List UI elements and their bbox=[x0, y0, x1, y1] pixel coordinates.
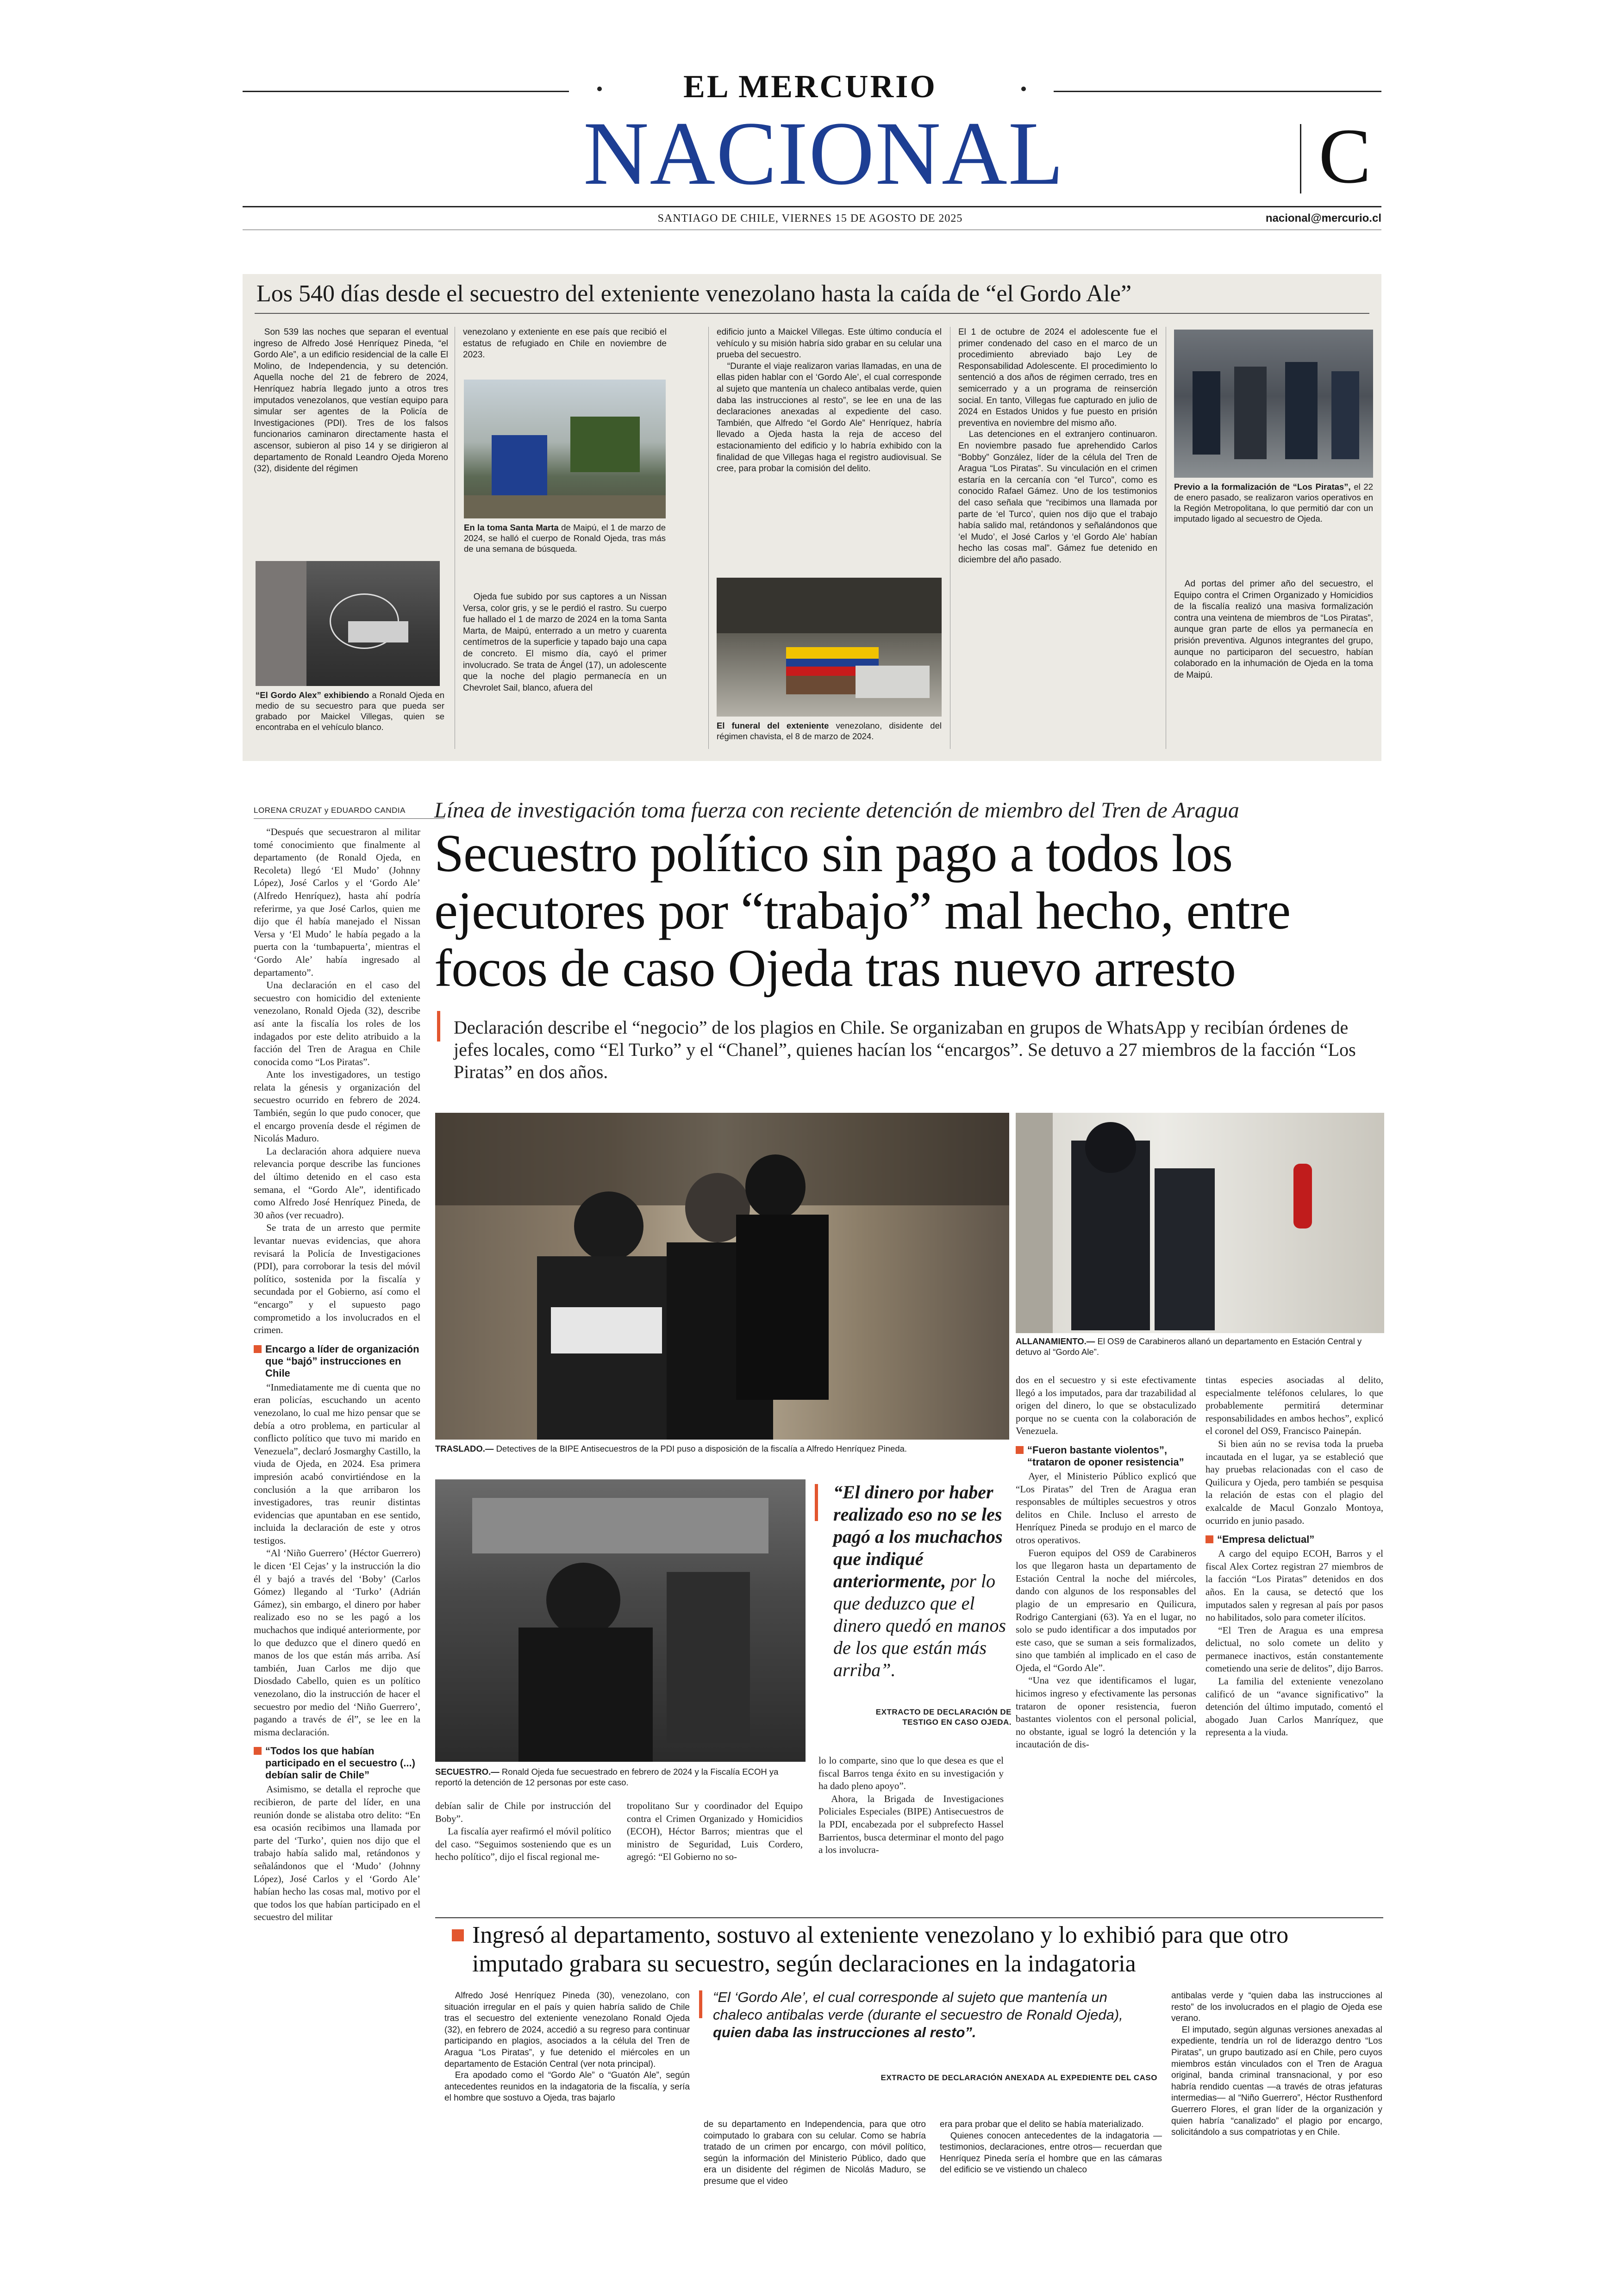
mid-col-3-text: lo lo comparte, sino que lo que desea es que el fiscal Barros tenga éxito en su investigación y ha dado pleno apoyo”. bbox=[818, 1755, 1004, 1792]
photo-allanamiento bbox=[1016, 1113, 1384, 1333]
masthead-dot-left bbox=[597, 87, 602, 91]
timeline-caption-1-text: a Ronald Ojeda en medio de su secuestro para que pueda ser grabado por Maickel Villegas, quien se encontraba en el vehículo blanco. bbox=[256, 690, 445, 732]
masthead-top-rule bbox=[243, 91, 569, 92]
box-quote-source: EXTRACTO DE DECLARACIÓN ANEXADA AL EXPEDIENTE DEL CASO bbox=[881, 2073, 1157, 2082]
photo-operativo-piratas bbox=[1174, 330, 1373, 478]
photo-secuestro-cctv-main bbox=[435, 1479, 806, 1762]
box-quote-text: “El ‘Gordo Ale’, el cual corresponde al sujeto que mantenía un chaleco antibalas verde (durante el secuestro de Ronald Ojeda), bbox=[713, 1989, 1123, 2023]
timeline-col-2-text: venezolano y exteniente en ese país que recibió el estatus de refugiado en Chile en noviembre de 2023. bbox=[463, 327, 667, 360]
left-p2: Una declaración en el caso del secuestro con homicidio del exteniente venezolano, Ronald Ojeda (32), describe así ante la fiscalía los roles de los indagados por este delito atribuido a la facción del Tren de Aragua en Chile conocida como “Los Piratas”. bbox=[254, 979, 420, 1067]
box-col-3 bbox=[940, 2119, 1162, 2231]
timeline-col-2b-text: Ojeda fue subido por sus captores a un Nissan Versa, color gris, y se le perdió el rastro. Su cuerpo fue hallado el 1 de marzo de 2024 en la toma Santa Marta, de Maipú, enterrado a un metro y cuarenta centímetros de la superficie y tapado bajo una capa de concreto. El mismo día, cayó el primer involucrado. Se trata de Ángel (17), un adolescente que la noche del plagio permanecía en un Chevrolet Sail, blanco, afuera del bbox=[463, 592, 667, 693]
right-col-1-p3: Fueron equipos del OS9 de Carabineros los que llegaron hasta un departamento de Estación Central la noche del miércoles, dando con algunos de los responsables del plagio de un empresario en Quilicura, Rodrigo Cantergiani (63). Ya en el lugar, no solo se pudo identificar a dos imputados por este caso, que se suman a seis formalizados, sino que también al implicado en el caso de Ojeda, el “Gordo Ale”. bbox=[1016, 1547, 1196, 1673]
caption-secuestro bbox=[435, 1766, 806, 1792]
timeline-col-5-text: Ad portas del primer año del secuestro, el Equipo contra el Crimen Organizado y Homicidios de la fiscalía realizó una masiva formalización contra una veintena de miembros de “Los Piratas”, aunque gran parte de ellos ya permanecía en prisión preventiva. Algunos integrantes del grupo, aunque no participaron del secuestro, habían colaborado en la inhumación de Ojeda en la toma de Maipú. bbox=[1174, 579, 1373, 680]
left-subhead-1-text: Encargo a líder de organización que “bajó” instrucciones en Chile bbox=[265, 1343, 419, 1379]
box-col-1b-text: Era apodado como el “Gordo Ale” o “Guatón Ale”, según antecedentes reunidos en la indagatoria de la fiscalía, y sería el hombre que sostuvo a Ojeda, tras bajarlo bbox=[444, 2070, 690, 2103]
timeline-caption-1 bbox=[256, 690, 444, 750]
timeline-col-3b-text: “Durante el viaje realizaron varias llamadas, en una de ellas piden hablar con el ‘Gordo Ale’, el cual corresponde al sujeto que mantenía un chaleco antibalas verde, quien daba las instrucciones al resto”, se lee en una de las declaraciones anexadas al expediente del caso. También, que Alfredo “el Gordo Ale” Henríquez, habría llevado a Ojeda hasta la reja de acceso del estacionamiento del edificio y lo habría exhibido con la finalidad de que Villegas haga el registro audiovisual. Se cree, para probar la comisión del delito. bbox=[717, 361, 942, 474]
left-subhead-2 bbox=[254, 1745, 420, 1781]
right-subhead-1 bbox=[1016, 1444, 1196, 1468]
timeline-col-1 bbox=[254, 327, 448, 512]
section-letter-divider bbox=[1300, 124, 1301, 193]
timeline-caption-5-lead: Previo a la formalización de “Los Piratas”, bbox=[1174, 482, 1351, 492]
box-col-2-text: de su departamento en Independencia, para que otro coimputado lo grabara con su celular. Como se habría tratado de un crimen por encargo, con móvil político, según la información del Ministerio Público, dado que era un disidente del régimen de Nicolás Maduro, se presume que el video bbox=[704, 2120, 926, 2186]
byline-rule bbox=[254, 818, 444, 819]
right-col-1 bbox=[1016, 1374, 1196, 1915]
box-col-4b-text: El imputado, según algunas versiones anexadas al expediente, tendría un rol de liderazgo dentro “Los Piratas”, un grupo bautizado así en Chile, pero cuyos miembros están vinculados con el Tren de Aragua original, banda criminal transnacional, y por eso habría rendido cuentas —a través de otras jefaturas intermedias— al “Niño Guerrero”, Héctor Rusthenford Guerrero Flores, el gran líder de la organización y quien habría “canalizado” el plagio por encargo, solicitándolo a sus compatriotas y en Chile. bbox=[1171, 2025, 1382, 2138]
pull-quote-1-text: “El dinero por haber realizado eso no se les pagó a los muchachos que indiqué anteriormente, bbox=[833, 1482, 1003, 1591]
dateline: SANTIAGO DE CHILE, VIERNES 15 DE AGOSTO DE 2025 bbox=[657, 212, 963, 225]
caption-secuestro-text: Ronald Ojeda fue secuestrado en febrero de 2024 y la Fiscalía ECOH ya reportó la detención de 12 personas por este caso. bbox=[435, 1767, 779, 1787]
timeline-col-2b bbox=[463, 592, 667, 749]
masthead-top-rule-right bbox=[1054, 91, 1381, 92]
pull-quote-accent bbox=[815, 1484, 818, 1521]
timeline-col-4-text: El 1 de octubre de 2024 el adolescente fue el primer condenado del caso en el marco de un procedimiento abreviado bajo Ley de Responsabilidad Adolescente. El procedimiento lo sentenció a dos años de régimen cerrado, tres en semicerrado y a un programa de reinserción social. En tanto, Villegas fue capturado en julio de 2024 en Estados Unidos y fue puesto en prisión preventiva en noviembre del mismo año. bbox=[958, 327, 1157, 428]
box-quote bbox=[713, 1989, 1157, 2065]
pull-quote-1-text-b: por lo que deduzco que el dinero quedó en manos de los que están más arriba”. bbox=[833, 1571, 1006, 1680]
subhead-square-icon bbox=[254, 1345, 262, 1353]
caption-allanamiento-text: El OS9 de Carabineros allanó un departamento en Estación Central y detuvo al “Gordo Ale”. bbox=[1016, 1336, 1362, 1357]
subhead-square-icon bbox=[1016, 1446, 1024, 1454]
timeline-col-4 bbox=[958, 327, 1157, 749]
box-accent-square bbox=[452, 1929, 464, 1941]
right-col-2-p2: Si bien aún no se revisa toda la prueba incautada en el lugar, ya se estableció que hay pruebas relacionadas con el caso de Quilicura y Ojeda, pero también se pesquisa la relación de estas con el plagio del exalcalde de Macul Gonzalo Montoya, ocurrido en junio pasado. bbox=[1206, 1438, 1383, 1526]
left-p4: La declaración ahora adquiere nueva relevancia porque describe las funciones del último detenido en el caso esta semana, el “Gordo Ale”, identificado como Alfredo José Henríquez Pineda, de 30 años (ver recuadro). bbox=[254, 1145, 420, 1221]
right-col-2 bbox=[1206, 1374, 1383, 1915]
photo-secuestro-cctv bbox=[256, 561, 440, 686]
timeline-sep-2 bbox=[708, 327, 709, 749]
timeline-col-1-text: Son 539 las noches que separan el eventual ingreso de Alfredo José Henríquez Pineda, “el Gordo Ale”, a un edificio residencial de la calle El Molino, de Independencia, y su detención. Aquella noche del 21 de febrero de 2024, Henríquez habría llegado junto a otros tres imputados venezolanos, que vestían equipo para simular ser agentes de la Policía de Investigaciones (PDI). Tres de los falsos funcionarios caminaron directamente hasta el ascensor, subieron al piso 14 y se dirigieron al departamento de Ronald Leandro Ojeda Moreno (32), disidente del régimen bbox=[254, 327, 448, 474]
right-col-2-p4: “El Tren de Aragua es una empresa delictual, no solo comete un delito y permanece inactivos, están constantemente cometiendo una serie de delitos”, dijo Barros. bbox=[1206, 1624, 1383, 1674]
caption-allanamiento-lead: ALLANAMIENTO.— bbox=[1016, 1336, 1095, 1346]
left-subhead-1 bbox=[254, 1343, 420, 1379]
paper-name: EL MERCURIO bbox=[683, 69, 937, 105]
timeline-title: Los 540 días desde el secuestro del exteniente venezolano hasta la caída de “el Gordo Ale” bbox=[256, 281, 1132, 307]
masthead-dot-right bbox=[1021, 87, 1026, 91]
timeline-caption-2-lead: En la toma Santa Marta bbox=[464, 523, 559, 532]
box-col-4 bbox=[1171, 1990, 1382, 2231]
right-col-2-p3: A cargo del equipo ECOH, Barros y el fiscal Alex Cortez registran 27 miembros de la facción “Los Piratas” detenidos en dos años. En la causa, se detectó que los imputados salen y regresan al país por pasos no habilitados, solo para cometer ilícitos. bbox=[1206, 1548, 1383, 1623]
mid-col-1 bbox=[435, 1800, 611, 1915]
box-col-2 bbox=[704, 2119, 926, 2231]
right-subhead-2 bbox=[1206, 1534, 1383, 1546]
mid-col-3 bbox=[818, 1754, 1004, 1915]
timeline-caption-3-text: venezolano, disidente del régimen chavista, el 8 de marzo de 2024. bbox=[717, 721, 942, 741]
photo-funeral bbox=[717, 578, 942, 717]
right-col-1-p4: “Una vez que identificamos el lugar, hicimos ingreso y efectivamente las personas trataron de oponer resistencia, fueron bastantes violentos con el personal policial, no obstante, igual se logró la detención y la incautación de dis- bbox=[1016, 1675, 1196, 1750]
mid-col-3b-text: Ahora, la Brigada de Investigaciones Policiales Especiales (BIPE) Antisecuestros de la PDI, encabezada por el subprefecto Hassel Barrientos, busca determinar el monto del pago a los involucra- bbox=[818, 1793, 1004, 1856]
caption-traslado-text: Detectives de la BIPE Antisecuestros de la PDI puso a disposición de la fiscalía a Alfredo Henríquez Pineda. bbox=[496, 1444, 907, 1453]
article-kicker: Línea de investigación toma fuerza con reciente detención de miembro del Tren de Aragua bbox=[434, 798, 1239, 823]
left-p8: Asimismo, se detalla el reproche que recibieron, de parte del líder, en una reunión donde se alistaba otro delito: “En esa ocasión recibimos una llamada por parte del ‘Turko’, quien nos dijo que el trabajo había salido mal, retándonos y señalándonos que el ‘Mudo’ (Johnny López), José Carlos y el ‘Gordo Ale’ habían hecho las cosas mal, motivo por el que todos los que habían participado en el secuestro del militar bbox=[254, 1784, 420, 1923]
article-left-column bbox=[254, 826, 420, 2231]
mid-col-2 bbox=[627, 1800, 803, 1915]
right-col-1-p1: dos en el secuestro y si este efectivamente llegó a los imputados, para dar trazabilidad al origen del dinero, lo que se obstaculizado porque no se cuenta con la colaboración de Venezuela. bbox=[1016, 1374, 1196, 1437]
box-quote-text-b: quien daba las instrucciones al resto”. bbox=[713, 2024, 976, 2040]
timeline-caption-5-text: el 22 de enero pasado, se realizaron varios operativos en la Región Metropolitana, lo que permitió dar con un imputado ligado al secuestro de Ojeda. bbox=[1174, 482, 1374, 524]
timeline-col-3 bbox=[717, 327, 942, 586]
box-quote-accent bbox=[699, 1990, 702, 2018]
deck-accent-bar bbox=[437, 1011, 440, 1041]
caption-allanamiento bbox=[1016, 1336, 1384, 1362]
section-email[interactable]: nacional@mercurio.cl bbox=[1265, 212, 1381, 225]
left-p3: Ante los investigadores, un testigo relata la génesis y organización del secuestro ocurrido en febrero de 2024. También, según lo que pudo conocer, que el encargo provenía desde el régimen de Nicolás Maduro. bbox=[254, 1069, 420, 1144]
right-subhead-1-text: “Fueron bastante violentos”, “trataron de oponer resistencia” bbox=[1027, 1444, 1184, 1468]
timeline-caption-1-lead: “El Gordo Alex” exhibiendo bbox=[256, 690, 369, 700]
box-top-rule bbox=[435, 1917, 1383, 1918]
photo-toma-santa-marta bbox=[464, 380, 666, 518]
timeline-col-5 bbox=[1174, 579, 1373, 749]
mid-col-1b-text: La fiscalía ayer reafirmó el móvil político del caso. “Seguimos sosteniendo que es un hecho político”, dijo el fiscal regional me- bbox=[435, 1826, 611, 1863]
timeline-caption-3-lead: El funeral del exteniente bbox=[717, 721, 829, 730]
mid-col-2-text: tropolitano Sur y coordinador del Equipo contra el Crimen Organizado y Homicidios (ECOH), Héctor Barros; mientras que el ministro de Seguridad, Luis Cordero, agregó: “El Gobierno no so- bbox=[627, 1800, 803, 1863]
right-col-2-p5: La familia del exteniente venezolano calificó de un “avance significativo” la detención del último imputado, comentó el abogado Juan Carlos Manríquez, que representa a la viuda. bbox=[1206, 1676, 1383, 1738]
photo-traslado bbox=[435, 1113, 1009, 1440]
timeline-caption-2-text: de Maipú, el 1 de marzo de 2024, se halló el cuerpo de Ronald Ojeda, tras más de una semana de búsqueda. bbox=[464, 523, 666, 554]
article-deck: Declaración describe el “negocio” de los plagios en Chile. Se organizaban en grupos de WhatsApp y recibían órdenes de jefes locales, como “El Turko” y el “Chanel”, quienes hacían los “encargos”. Se detuvo a 27 miembros de la facción “Los Piratas” en dos años. bbox=[454, 1017, 1356, 1082]
pull-quote-1-source: EXTRACTO DE DECLARACIÓN DE TESTIGO EN CASO OJEDA. bbox=[875, 1708, 1012, 1727]
right-col-2-p1: tintas especies asociadas al delito, especialmente teléfonos celulares, lo que probablemente permitirá determinar responsabilidades en ambos hechos”, explicó el coronel del OS9, Francisco Painepán. bbox=[1206, 1374, 1383, 1437]
left-p6: “Inmediatamente me di cuenta que no eran policías, escuchando un acento venezolano, lo cual me hizo pensar que se debía a otro problema, en particular al conflicto político que tuvo mi marido en Venezuela”, declaró Josmarghy Castillo, la viuda de Ojeda, en 2024. Esa primera impresión acabó convirtiéndose en la conclusión a la que arribaron los investigadores, tras reunir distintas evidencias que apuntaban en ese sentido, incluida la declaración de este y otros testigos. bbox=[254, 1381, 420, 1546]
caption-traslado bbox=[435, 1443, 1009, 1469]
caption-secuestro-lead: SECUESTRO.— bbox=[435, 1767, 500, 1777]
pull-quote-1 bbox=[833, 1481, 1012, 1694]
timeline-col-2 bbox=[463, 327, 667, 378]
box-col-3b-text: Quienes conocen antecedentes de la indagatoria —testimonios, declaraciones, entre otros— recuerdan que Henríquez Pineda sería el hombre que en las cámaras del edificio se ve vistiendo un chaleco bbox=[940, 2131, 1162, 2175]
section-title: NACIONAL bbox=[583, 103, 1065, 204]
dateline-rule bbox=[243, 206, 1381, 207]
timeline-caption-2 bbox=[464, 522, 666, 578]
timeline-col-4b-text: Las detenciones en el extranjero continuaron. En noviembre pasado fue aprehendido Carlos “Bobby” González, líder de la célula del Tren de Aragua “Los Piratas”. Su vinculación en el crimen estaría en la cercanía con “el Turco”, como es conocido Rafael Gámez. Uno de los testimonios del caso señala que “recibimos una llamada por parte de ‘el Turco’, quien nos dijo que el trabajo había salido mal, retándonos y señalándonos que ‘el Mudo’, el José Carlos y ‘el Gordo Ale’ habían hecho las cosas mal”. Gámez fue detenido en diciembre del año pasado. bbox=[958, 430, 1157, 565]
left-p5: Se trata de un arresto que permite levantar nuevas evidencias, que ahora revisará la Policía de Investigaciones (PDI), para corroborar la tesis del móvil político, sostenida por la fiscalía y secundada por el Gobierno, así como el “encargo” y el supuesto pago comprometido a los involucrados en el crimen. bbox=[254, 1222, 420, 1336]
subhead-square-icon bbox=[254, 1747, 262, 1755]
timeline-caption-5 bbox=[1174, 481, 1373, 551]
box-col-3-text: era para probar que el delito se había materializado. bbox=[940, 2120, 1144, 2129]
timeline-title-rule bbox=[255, 313, 1369, 314]
article-headline: Secuestro político sin pago a todos los ejecutores por “trabajo” mal hecho, entre focos de caso Ojeda tras nuevo arresto bbox=[434, 824, 1291, 998]
section-letter: C bbox=[1318, 112, 1371, 200]
right-subhead-2-text: “Empresa delictual” bbox=[1217, 1534, 1315, 1546]
article-byline: LORENA CRUZAT y EDUARDO CANDIA bbox=[254, 806, 406, 815]
timeline-col-3-text: edificio junto a Maickel Villegas. Este último conducía el vehículo y su misión habría sido grabar en su celular una prueba del secuestro. bbox=[717, 327, 942, 360]
box-headline: Ingresó al departamento, sostuvo al exteniente venezolano y lo exhibió para que otro imputado grabara su secuestro, según declaraciones en la indagatoria bbox=[472, 1922, 1289, 1977]
right-col-1-p2: Ayer, el Ministerio Público explicó que “Los Piratas” del Tren de Aragua eran responsables de múltiples secuestros y otros delitos en Chile. Incluso el arresto de Henríquez Pineda se produjo en el marco de otros operativos. bbox=[1016, 1470, 1196, 1546]
left-p7: “Al ‘Niño Guerrero’ (Héctor Guerrero) le dicen ‘El Cejas’ y la instrucción la dio él y bajó a través del ‘Boby’ (Carlos Gómez) llegando al ‘Turko’ (Adrián Gámez), sin embargo, el dinero por haber realizado eso no se les pagó a los muchachos que indiqué anteriormente, por lo que deduzco que el dinero quedó en manos de los que están más arriba. Así también, Juan Carlos me dijo que Diosdado Cabello, quien es un político venezolano, dio la instrucción de hacer el secuestro por medio del ‘Niño Guerrero’, pagando a través de él”, se lee en la misma declaración. bbox=[254, 1547, 420, 1738]
box-col-1 bbox=[444, 1990, 690, 2231]
left-subhead-2-text: “Todos los que habían participado en el secuestro (...) debían salir de Chile” bbox=[265, 1745, 415, 1781]
box-col-1-text: Alfredo José Henríquez Pineda (30), venezolano, con situación irregular en el país y quien habría salido de Chile tras el secuestro del exteniente venezolano Ronald Ojeda (32), en febrero de 2024, accedió a su regreso para continuar participando en plagios, asociados a la célula del Tren de Aragua “Los Piratas”, y fue detenido el miércoles en un departamento de Estación Central (ver nota principal). bbox=[444, 1991, 690, 2069]
timeline-caption-3 bbox=[717, 720, 942, 749]
subhead-square-icon bbox=[1206, 1535, 1213, 1543]
box-col-4-text: antibalas verde y “quien daba las instrucciones al resto” de los involucrados en el plagio de Ojeda ese verano. bbox=[1171, 1991, 1382, 2024]
left-p1: “Después que secuestraron al militar tomé conocimiento que finalmente al departamento (de Ronald Ojeda, en Recoleta) llegó ‘El Mudo’ (Johnny López), José Carlos y el ‘Gordo Ale’ (Alfredo Henríquez), hasta ahí podría referirme, ya que José Carlos, quien me dijo que él había manejado el Nissan Versa y ‘El Mudo’ le había pegado a la puerta con la ‘tumbapuerta’, mientras el ‘Gordo Ale’ había ingresado al departamento”. bbox=[254, 826, 420, 978]
mid-col-1-text: debían salir de Chile por instrucción del Boby”. bbox=[435, 1800, 611, 1824]
caption-traslado-lead: TRASLADO.— bbox=[435, 1444, 494, 1453]
